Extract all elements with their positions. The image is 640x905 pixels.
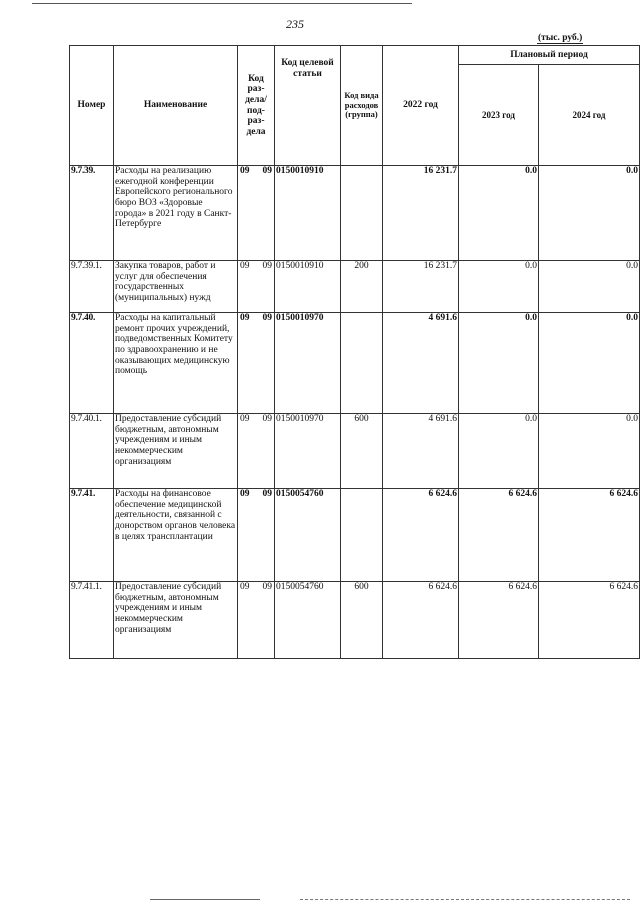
row-expense-type bbox=[341, 489, 383, 582]
unit-label: (тыс. руб.) bbox=[538, 33, 583, 43]
row-value-2024: 0.0 bbox=[539, 261, 640, 313]
row-name: Расходы на капитальный ремонт прочих учреждений, подведомственных Комитету по здравоохранению и не оказывающих медицинскую помощь bbox=[114, 313, 238, 414]
table-row bbox=[70, 582, 640, 659]
row-value-2024: 0.0 bbox=[539, 313, 640, 414]
row-expense-type: 200 bbox=[341, 261, 383, 313]
row-number: 9.7.40. bbox=[70, 313, 114, 414]
razdel-code: 09 bbox=[240, 414, 250, 424]
razdel-code: 09 bbox=[240, 582, 250, 592]
row-value-2024: 0.0 bbox=[539, 414, 640, 489]
bottom-rule bbox=[150, 899, 260, 900]
header-expense-type: Код вида расходов (группа) bbox=[341, 46, 383, 166]
bottom-rule bbox=[300, 899, 630, 900]
podrazdel-code: 09 bbox=[262, 414, 272, 424]
row-number: 9.7.41. bbox=[70, 489, 114, 582]
row-target-code: 0150010970 bbox=[275, 313, 341, 414]
top-rule bbox=[32, 3, 412, 4]
row-number: 9.7.40.1. bbox=[70, 414, 114, 489]
header-2023: 2023 год bbox=[459, 65, 539, 166]
row-value-2022: 4 691.6 bbox=[383, 414, 459, 489]
row-value-2023: 6 624.6 bbox=[459, 489, 539, 582]
row-section-code bbox=[238, 313, 275, 414]
row-value-2022: 16 231.7 bbox=[383, 261, 459, 313]
header-2022: 2022 год bbox=[383, 46, 459, 166]
podrazdel-code: 09 bbox=[262, 261, 272, 271]
row-number: 9.7.39.1. bbox=[70, 261, 114, 313]
row-value-2022: 6 624.6 bbox=[383, 489, 459, 582]
row-value-2022: 6 624.6 bbox=[383, 582, 459, 659]
podrazdel-code: 09 bbox=[262, 489, 272, 499]
razdel-code: 09 bbox=[240, 261, 250, 271]
table-row bbox=[70, 313, 640, 414]
razdel-code: 09 bbox=[240, 313, 250, 323]
page-number: 235 bbox=[286, 17, 304, 31]
row-name: Предоставление субсидий бюджетным, автономным учреждениям и иным некоммерческим организациям bbox=[114, 414, 238, 489]
row-section-code bbox=[238, 414, 275, 489]
row-section-code bbox=[238, 582, 275, 659]
header-target-code: Код целевой статьи bbox=[275, 46, 341, 166]
row-name: Расходы на реализацию ежегодной конференции Европейского регионального бюро ВОЗ «Здоровые города» в 2021 году в Санкт-Петербурге bbox=[114, 166, 238, 261]
row-value-2023: 0.0 bbox=[459, 313, 539, 414]
razdel-code: 09 bbox=[240, 489, 250, 499]
header-plan-period: Плановый период bbox=[459, 46, 640, 65]
header-2024: 2024 год bbox=[539, 65, 640, 166]
row-value-2022: 4 691.6 bbox=[383, 313, 459, 414]
podrazdel-code: 09 bbox=[262, 313, 272, 323]
header-name: Наименование bbox=[114, 46, 238, 166]
row-section-code bbox=[238, 489, 275, 582]
row-value-2022: 16 231.7 bbox=[383, 166, 459, 261]
row-target-code: 0150054760 bbox=[275, 489, 341, 582]
row-value-2023: 0.0 bbox=[459, 414, 539, 489]
table-row bbox=[70, 261, 640, 313]
row-value-2024: 6 624.6 bbox=[539, 582, 640, 659]
row-name: Закупка товаров, работ и услуг для обеспечения государственных (муниципальных) нужд bbox=[114, 261, 238, 313]
row-value-2023: 6 624.6 bbox=[459, 582, 539, 659]
row-number: 9.7.41.1. bbox=[70, 582, 114, 659]
row-section-code bbox=[238, 261, 275, 313]
podrazdel-code: 09 bbox=[262, 166, 272, 176]
row-target-code: 0150010970 bbox=[275, 414, 341, 489]
razdel-code: 09 bbox=[240, 166, 250, 176]
row-number: 9.7.39. bbox=[70, 166, 114, 261]
row-expense-type: 600 bbox=[341, 582, 383, 659]
row-target-code: 0150010910 bbox=[275, 166, 341, 261]
row-section-code bbox=[238, 166, 275, 261]
table-header-row bbox=[70, 46, 640, 65]
row-name: Расходы на финансовое обеспечение медицинской деятельности, связанной с донорством органов человека в целях трансплантации bbox=[114, 489, 238, 582]
podrazdel-code: 09 bbox=[262, 582, 272, 592]
row-name: Предоставление субсидий бюджетным, автономным учреждениям и иным некоммерческим организациям bbox=[114, 582, 238, 659]
row-expense-type: 600 bbox=[341, 414, 383, 489]
budget-table bbox=[69, 45, 640, 659]
table-row bbox=[70, 489, 640, 582]
row-expense-type bbox=[341, 313, 383, 414]
row-target-code: 0150010910 bbox=[275, 261, 341, 313]
row-value-2023: 0.0 bbox=[459, 166, 539, 261]
row-value-2023: 0.0 bbox=[459, 261, 539, 313]
table-row bbox=[70, 414, 640, 489]
row-value-2024: 6 624.6 bbox=[539, 489, 640, 582]
row-value-2024: 0.0 bbox=[539, 166, 640, 261]
row-target-code: 0150054760 bbox=[275, 582, 341, 659]
header-section-code: Код раз-дела/ под-раз-дела bbox=[238, 46, 275, 166]
row-expense-type bbox=[341, 166, 383, 261]
table-row bbox=[70, 166, 640, 261]
header-number: Номер bbox=[70, 46, 114, 166]
